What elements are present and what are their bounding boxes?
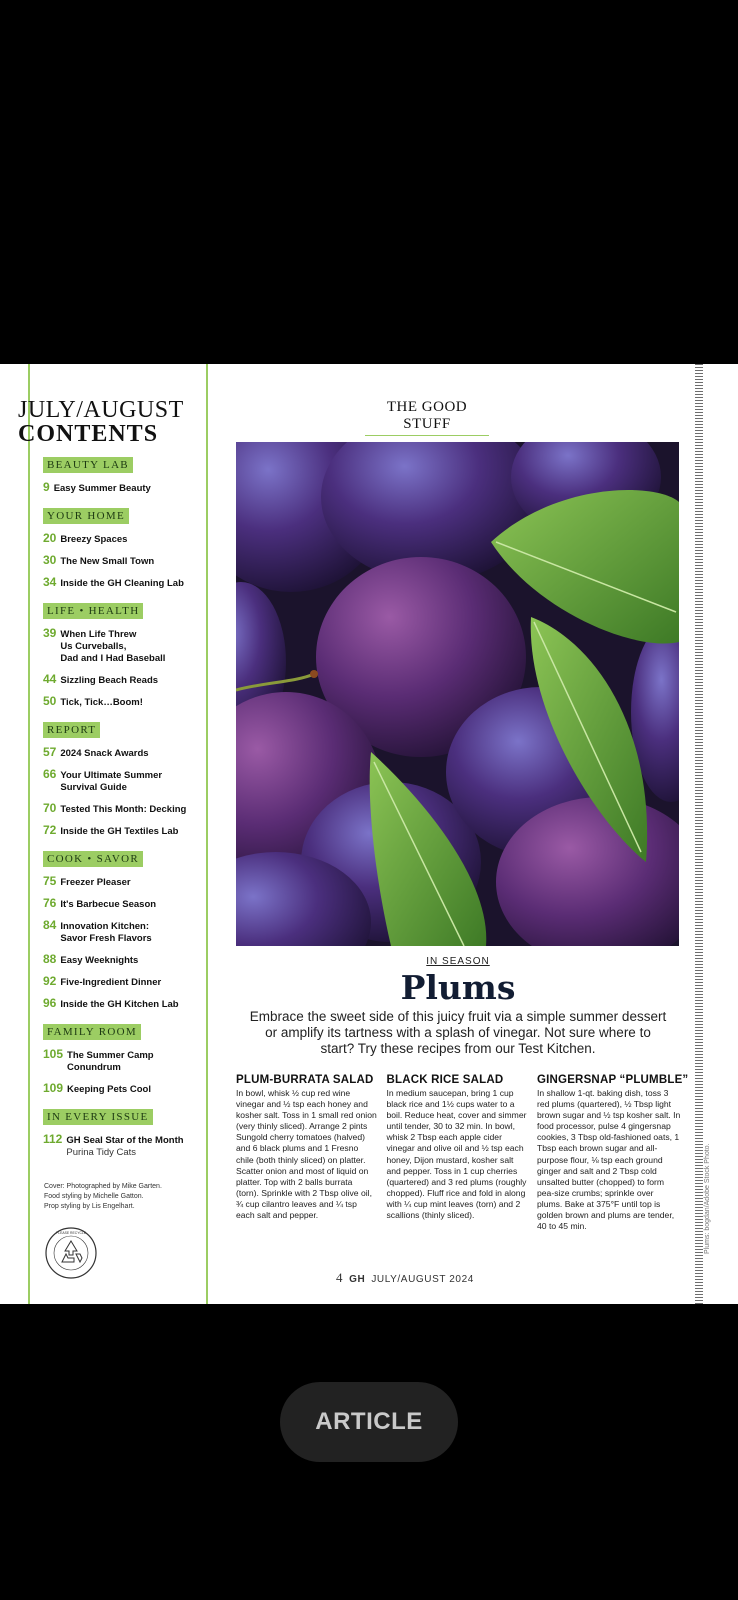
toc-section-label: REPORT (43, 722, 100, 738)
recipe-column (236, 1074, 378, 1232)
toc-entry[interactable] (43, 553, 201, 568)
toc-entry-page: 76 (43, 896, 57, 910)
toc-entry[interactable] (43, 918, 201, 945)
toc-entry-title (60, 675, 158, 687)
toc-entry-title (60, 748, 148, 760)
plums-photo (236, 442, 679, 946)
toc-right-rule (206, 364, 208, 1304)
toc-entry-title-text: When Life Threw Us Curveballs, Dad and I Had Baseball (60, 629, 166, 664)
toc-entry[interactable] (43, 974, 201, 989)
footer-brand: GH (349, 1274, 366, 1285)
toc-heading-contents: CONTENTS (18, 421, 159, 447)
toc-entry-title-text: Your Ultimate Summer Survival Guide (60, 770, 163, 793)
toc-entry[interactable] (43, 1132, 201, 1159)
toc-entry-title (60, 899, 156, 911)
toc-section-label: YOUR HOME (43, 508, 129, 524)
toc-entry-page: 70 (43, 801, 57, 815)
toc-section-label: COOK • SAVOR (43, 851, 143, 867)
toc-entry-title-text: Five-Ingredient Dinner (60, 977, 162, 988)
toc-entry-title-text: Inside the GH Cleaning Lab (60, 578, 184, 589)
toc-entry-title (67, 1084, 151, 1096)
toc-entry-page: 50 (43, 694, 57, 708)
toc-entry-page: 84 (43, 918, 57, 932)
toc-entry-title-text: Innovation Kitchen: Savor Fresh Flavors (60, 921, 152, 944)
toc-entry-title-text: Inside the GH Textiles Lab (60, 826, 179, 837)
recipe-column (537, 1074, 689, 1232)
page-spine-edge (695, 364, 703, 1304)
toc-entry-title-text: Tested This Month: Decking (60, 804, 187, 815)
toc-entry-title (60, 999, 178, 1011)
toc-section-label: BEAUTY LAB (43, 457, 133, 473)
toc-entry-page: 72 (43, 823, 57, 837)
recipe-instructions: In shallow 1-qt. baking dish, toss 3 red plums (quartered), ½ Tbsp light brown sugar and ½ tsp kosher salt. In food processor, pulse 4 gingersnap cookies, 3 Tbsp old-fashioned oats, 1 Tbsp each brown sugar and all-purpose flour, ⅛ tsp each ground ginger and salt and 2 Tbsp cold unsalted butter (chopped) to form pea-size crumbs; sprinkle over plums. Bake at 375°F until top is golden brown and plums are tender, 40 to 45 min. (537, 1088, 681, 1232)
toc-entry-page: 75 (43, 874, 57, 888)
recipes-grid (236, 1074, 689, 1232)
toc-entry[interactable] (43, 896, 201, 911)
toc-entry-page: 20 (43, 531, 57, 545)
toc-entry-title (60, 877, 130, 889)
toc-entry-title-text: Easy Weeknights (60, 955, 139, 966)
toc-entry[interactable] (43, 694, 201, 709)
toc-heading-issue: JULY/AUGUST (18, 397, 184, 423)
photo-credit: Plums: bogdan/Adobe Stock Photo. (704, 1143, 711, 1254)
toc-heading (18, 398, 184, 446)
toc-section-label: LIFE • HEALTH (43, 603, 143, 619)
toc-entry-title (54, 483, 151, 495)
toc-entry-title (60, 955, 138, 967)
toc-entry-title (60, 697, 143, 709)
toc-entry-title-text: Freezer Pleaser (60, 877, 131, 888)
toc-entry-title (66, 1135, 183, 1159)
cover-credits: Cover: Photographed by Mike Garten. Food styling by Michelle Gatton. Prop styling by Lis Engelhart. (44, 1183, 162, 1210)
toc-left-rule (28, 364, 30, 1304)
toc-entry-page: 105 (43, 1047, 64, 1061)
toc-entry[interactable] (43, 823, 201, 838)
toc-section (43, 1022, 201, 1096)
toc-entry-title (60, 534, 127, 546)
toc-entry-title-text: Keeping Pets Cool (67, 1084, 151, 1095)
toc-entry-title-text: 2024 Snack Awards (60, 748, 149, 759)
article-tag: IN SEASON (426, 956, 490, 967)
svg-text:PLEASE RECYCLE: PLEASE RECYCLE (55, 1231, 87, 1235)
toc-entry-page: 88 (43, 952, 57, 966)
page-footer (336, 1270, 474, 1286)
toc-sections (43, 455, 201, 1170)
toc-entry-title (60, 556, 154, 568)
table-of-contents (0, 364, 208, 1304)
toc-section (43, 849, 201, 1011)
toc-entry[interactable] (43, 1047, 201, 1074)
toc-entry[interactable] (43, 1081, 201, 1096)
toc-entry-title-text: GH Seal Star of the Month (66, 1135, 184, 1146)
toc-entry-title-text: It's Barbecue Season (60, 899, 157, 910)
toc-entry[interactable] (43, 672, 201, 687)
toc-entry-title-text: Tick, Tick…Boom! (60, 697, 143, 708)
article-intro: Embrace the sweet side of this juicy fruit via a simple summer dessert or amplify its tartness with a splash of vinegar. Not sure where to start? Try these recipes from our Test Kitchen. (249, 1009, 667, 1056)
toc-entry-page: 57 (43, 745, 57, 759)
toc-entry[interactable] (43, 626, 201, 665)
toc-entry[interactable] (43, 767, 201, 794)
toc-entry-page: 39 (43, 626, 57, 640)
toc-entry[interactable] (43, 480, 201, 495)
toc-entry[interactable] (43, 874, 201, 889)
toc-section-label: IN EVERY ISSUE (43, 1109, 153, 1125)
recycle-logo-icon (44, 1226, 98, 1280)
toc-entry-title-text: Sizzling Beach Reads (60, 675, 159, 686)
toc-entry[interactable] (43, 575, 201, 590)
article-title: Plums (400, 968, 516, 1007)
toc-entry-title-text: Inside the GH Kitchen Lab (60, 999, 179, 1010)
recipe-title: PLUM-BURRATA SALAD (236, 1074, 374, 1086)
recipe-title: BLACK RICE SALAD (386, 1074, 504, 1086)
recipe-instructions: In medium saucepan, bring 1 cup black rice and 1½ cups water to a boil. Reduce heat, cover and simmer until tender, 30 to 32 min. In bowl, whisk 2 Tbsp each apple cider vinegar and olive oil and ½ tsp each honey, Dijon mustard, kosher salt and pepper. Toss in 1 cup cherries (quartered) and 3 red plums (roughly chopped). Fluff rice and fold in along with ¼ cup mint leaves (torn) and 2 scallions (thinly sliced). (386, 1088, 527, 1221)
toc-entry-page: 44 (43, 672, 57, 686)
toc-entry-title (60, 629, 165, 665)
toc-entry-page: 96 (43, 996, 57, 1010)
page-number: 4 (336, 1270, 344, 1285)
toc-entry-page: 112 (43, 1132, 63, 1146)
recipe-instructions: In bowl, whisk ½ cup red wine vinegar and ½ tsp each honey and kosher salt. Toss in 1 small red onion (very thinly sliced). Arrange 2 pints Sungold cherry tomatoes (halved) and 6 black plums and 1 Fresno chile (both thinly sliced) on platter. Scatter onion and most of liquid on platter. Top with 2 balls burrata (torn). Sprinkle with 2 Tbsp olive oil, ¾ cup cilantro leaves and ¼ tsp each salt and pepper. (236, 1088, 377, 1221)
toc-entry-page: 92 (43, 974, 57, 988)
toc-entry-page: 30 (43, 553, 57, 567)
toc-entry-title-text: The New Small Town (60, 556, 155, 567)
toc-entry-title (60, 826, 178, 838)
toc-entry-title (60, 977, 161, 989)
section-kicker: THE GOOD STUFF (365, 399, 489, 436)
magazine-page (0, 364, 738, 1304)
toc-entry[interactable] (43, 952, 201, 967)
toc-entry[interactable] (43, 531, 201, 546)
toc-section (43, 506, 201, 590)
toc-section (43, 1107, 201, 1159)
toc-entry-title-text: Breezy Spaces (60, 534, 128, 545)
toc-section (43, 455, 201, 495)
toc-entry-page: 34 (43, 575, 57, 589)
toc-entry-title (60, 804, 186, 816)
toc-entry-subtitle: Purina Tidy Cats (66, 1147, 137, 1158)
toc-entry-title (60, 770, 162, 794)
toc-entry-page: 66 (43, 767, 57, 781)
recipe-title: GINGERSNAP “PLUMBLE” (537, 1074, 689, 1086)
toc-entry[interactable] (43, 745, 201, 760)
footer-issue: JULY/AUGUST 2024 (371, 1274, 474, 1285)
toc-entry-title (60, 578, 184, 590)
toc-entry-title (60, 921, 151, 945)
article-view-button[interactable]: ARTICLE (280, 1382, 458, 1462)
toc-section-label: FAMILY ROOM (43, 1024, 141, 1040)
toc-entry-page: 9 (43, 480, 50, 494)
toc-section (43, 601, 201, 709)
toc-section (43, 720, 201, 838)
toc-entry[interactable] (43, 801, 201, 816)
toc-entry-page: 109 (43, 1081, 64, 1095)
recipe-column (387, 1074, 529, 1232)
toc-entry[interactable] (43, 996, 201, 1011)
toc-entry-title-text: The Summer Camp Conundrum (67, 1050, 154, 1073)
toc-entry-title (67, 1050, 154, 1074)
toc-entry-title-text: Easy Summer Beauty (53, 483, 151, 494)
